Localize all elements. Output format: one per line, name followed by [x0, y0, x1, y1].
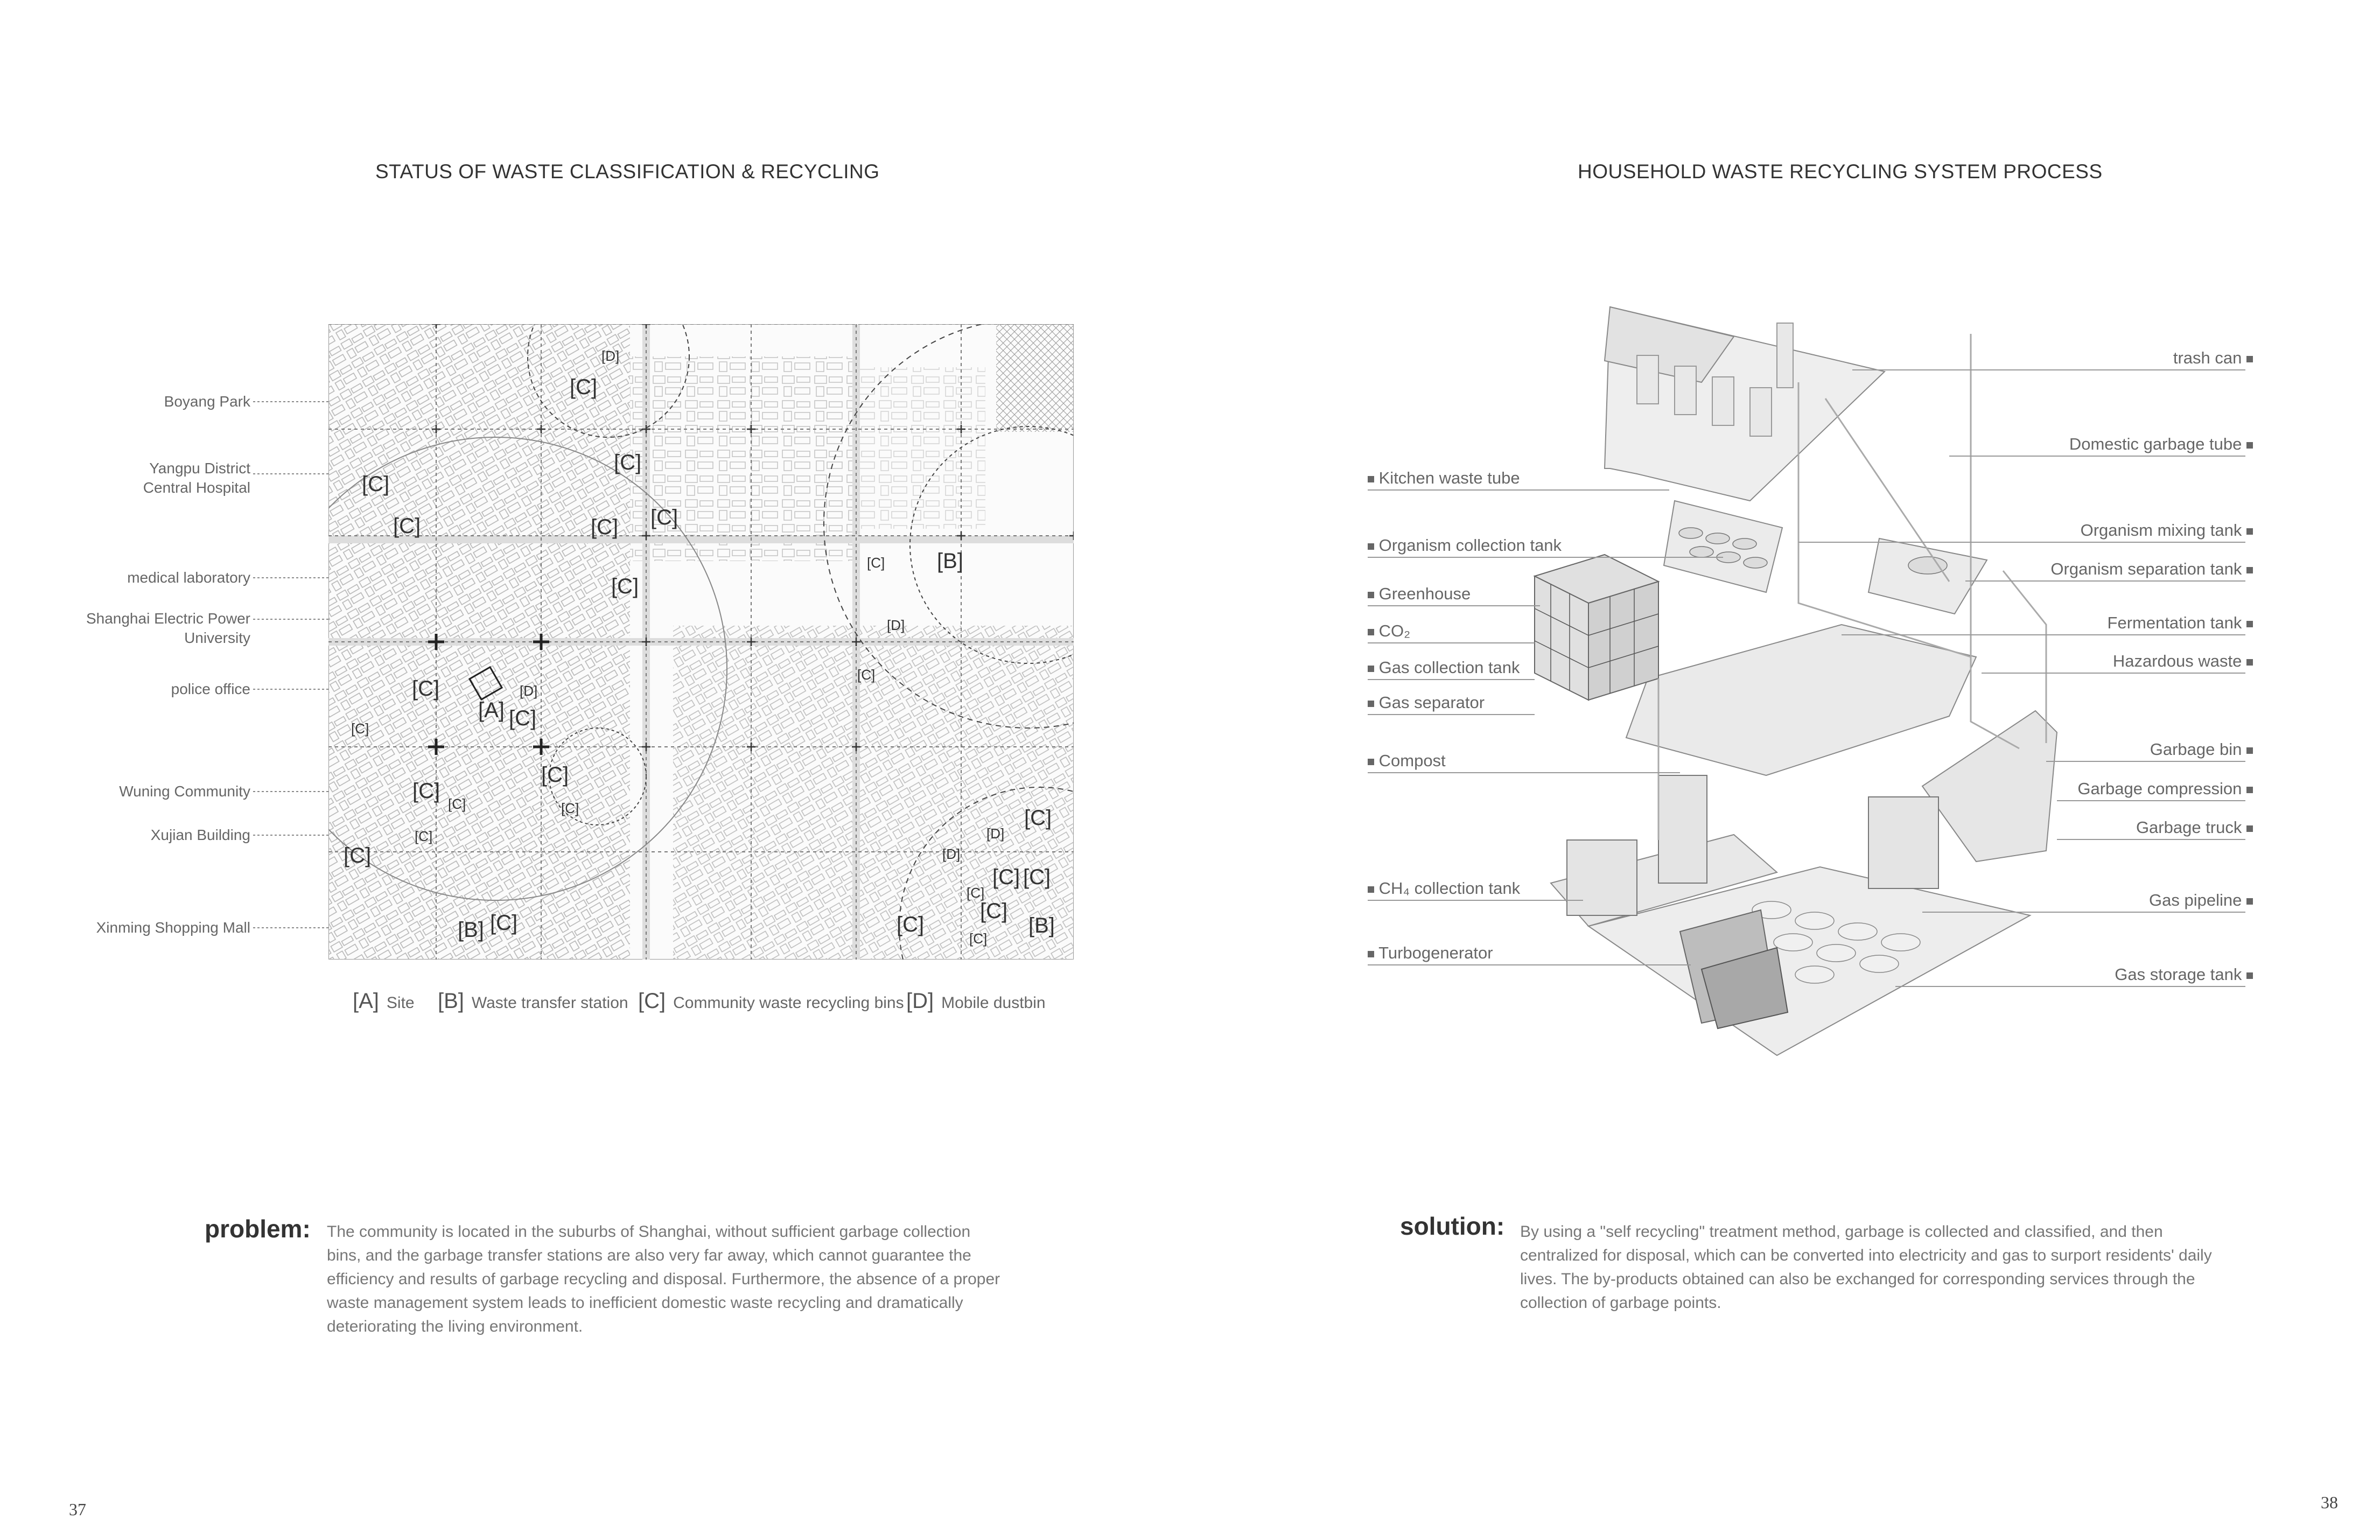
legend-item-site: [A] Site [353, 989, 415, 1013]
map-marker: [C] [490, 911, 518, 935]
map-label-electric-power-university: Shanghai Electric Power University [86, 610, 250, 646]
callout-hazardous-waste: Hazardous waste [2113, 650, 2253, 672]
map-marker: [C] [591, 515, 619, 539]
callout-domestic-garbage-tube: Domestic garbage tube [2069, 433, 2253, 455]
map-marker: [D] [887, 617, 905, 633]
callout-organism-separation-tank: Organism separation tank [2050, 558, 2253, 580]
map-label-yangpu-hospital: Yangpu District Central Hospital [143, 460, 250, 496]
callout-gas-pipeline: Gas pipeline [2149, 890, 2253, 911]
callout-turbogenerator: Turbogenerator [1368, 942, 1493, 964]
callout-garbage-compression: Garbage compression [2077, 778, 2253, 800]
map-marker: [C] [867, 555, 885, 571]
map-marker: [C] [857, 667, 876, 683]
map-label-wuning-community: Wuning Community [119, 783, 250, 800]
page-number-right: 38 [2321, 1493, 2338, 1512]
callout-organism-mixing-tank: Organism mixing tank [2081, 520, 2253, 541]
map-marker: [C] [509, 706, 537, 730]
map-label-police-office: police office [171, 681, 250, 697]
map-marker: [C] [393, 514, 421, 538]
map-marker: [C] [897, 913, 925, 936]
map-marker: [C] [412, 677, 440, 701]
solution-paragraph: By using a "self recycling" treatment method, garbage is collected and classified, and then centralized for disposal, which can be converted into electricity and gas to surport residents' daily lives. The by-products obtained can also be exchanged for corresponding services through the collection of garbage points. [1520, 1223, 2212, 1312]
map-label-leaders [0, 0, 377, 969]
map-marker: [C] [351, 720, 369, 737]
map-marker: [C] [650, 506, 678, 529]
map-marker: [C] [412, 779, 440, 803]
map-marker: [C] [1024, 806, 1052, 830]
callout-garbage-bin: Garbage bin [2150, 739, 2253, 760]
map-marker: [C] [614, 451, 642, 474]
map-marker: [C] [415, 828, 433, 844]
map-label-boyang-park: Boyang Park [164, 393, 250, 410]
map-marker: [B] [937, 549, 963, 573]
callout-compost: Compost [1368, 750, 1446, 772]
callout-organism-collection-tank: Organism collection tank [1368, 535, 1562, 556]
callout-leaders [1357, 323, 2262, 996]
map-marker: [D] [601, 348, 620, 364]
map-marker: [C] [992, 865, 1020, 889]
map-marker: [B] [458, 918, 484, 942]
solution-heading: solution: [1400, 1212, 1505, 1240]
callout-gas-storage-tank: Gas storage tank [2115, 964, 2253, 985]
site-map [328, 324, 1074, 960]
legend-item-recycling-bins: [C] Community waste recycling bins [638, 989, 904, 1013]
legend-item-mobile-dustbin: [D] Mobile dustbin [906, 989, 1046, 1013]
legend-item-transfer-station: [B] Waste transfer station [438, 989, 628, 1013]
problem-heading: problem: [205, 1215, 311, 1243]
callout-trash-can: trash can [2173, 347, 2253, 369]
map-marker: [B] [1028, 914, 1055, 937]
problem-paragraph: The community is located in the suburbs of Shanghai, without sufficient garbage collection bins, and the garbage transfer stations are also very far away, which cannot guarantee the efficiency and results of garbage recycling and disposal. Furthermore, the absence of a proper waste management system leads to inefficient domestic waste recycling and dramatically deteriorating the living environment. [327, 1223, 1000, 1335]
callout-co2: CO₂ [1368, 620, 1410, 642]
map-marker: [D] [520, 683, 538, 699]
callout-greenhouse: Greenhouse [1368, 583, 1471, 605]
map-label-xujian-building: Xujian Building [150, 827, 250, 843]
map-label-medical-laboratory: medical laboratory [127, 569, 250, 586]
map-marker: [C] [362, 472, 390, 496]
map-legend [353, 989, 1046, 1013]
callout-fermentation-tank: Fermentation tank [2108, 612, 2253, 634]
map-marker: [C] [570, 375, 598, 399]
map-marker: [D] [942, 846, 961, 862]
map-marker: [C] [344, 844, 372, 867]
map-marker: [C] [448, 796, 466, 812]
map-marker: [C] [561, 800, 579, 816]
map-marker: [C] [1023, 865, 1051, 889]
callout-gas-collection-tank: Gas collection tank [1368, 657, 1520, 678]
map-marker: [C] [541, 763, 569, 787]
map-label-xinming-mall: Xinming Shopping Mall [96, 919, 250, 936]
diagram-title: HOUSEHOLD WASTE RECYCLING SYSTEM PROCESS [1578, 160, 2103, 183]
map-marker: [C] [980, 899, 1008, 923]
map-marker: [C] [969, 930, 988, 947]
callout-ch4-collection-tank: CH₄ collection tank [1368, 878, 1520, 899]
callout-gas-separator: Gas separator [1368, 692, 1485, 713]
map-marker: [A] [478, 698, 505, 722]
map-drawing [328, 324, 1074, 960]
map-marker: [C] [611, 575, 639, 598]
callout-kitchen-waste-tube: Kitchen waste tube [1368, 467, 1520, 489]
page-number-left: 37 [69, 1500, 86, 1519]
map-marker: [D] [986, 825, 1005, 842]
map-title: STATUS OF WASTE CLASSIFICATION & RECYCLING [375, 160, 880, 183]
map-marker: [C] [967, 885, 985, 901]
callout-garbage-truck: Garbage truck [2136, 817, 2253, 838]
